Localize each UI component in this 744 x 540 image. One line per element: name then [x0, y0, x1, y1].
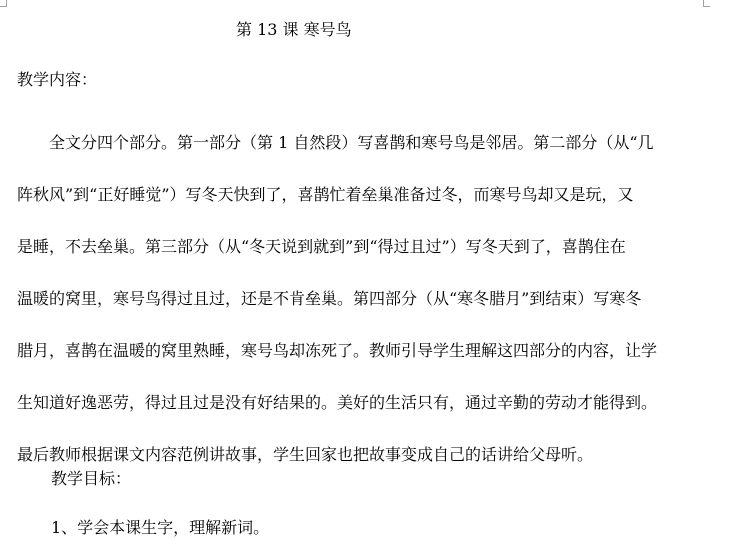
- paragraph-line: 腊月，喜鹊在温暖的窝里熟睡，寒号鸟却冻死了。教师引导学生理解这四部分的内容，让学: [17, 341, 658, 360]
- paragraph-line: 温暖的窝里，寒号鸟得过且过，还是不肯垒巢。第四部分（从“寒冬腊月”到结束）写寒冬: [17, 289, 642, 308]
- lesson-title: 第 13 课 寒号鸟: [236, 20, 352, 39]
- paragraph-line: 全文分四个部分。第一部分（第 1 自然段）写喜鹊和寒号鸟是邻居。第二部分（从“几: [17, 133, 654, 152]
- paragraph-line: 是睡，不去垒巢。第三部分（从“冬天说到就到”到“得过且过”）写冬天到了，喜鹊住在: [17, 237, 626, 256]
- teaching-goals-label: 教学目标：: [51, 469, 132, 488]
- paragraph-line: 最后教师根据课文内容范例讲故事，学生回家也把故事变成自己的话讲给父母听。: [17, 445, 594, 464]
- goal-item-partial: 1、学会本课生字，理解新词。: [51, 518, 270, 537]
- paragraph-line: 阵秋风”到“正好睡觉”）写冬天快到了，喜鹊忙着垒巢准备过冬，而寒号鸟却又是玩，又: [17, 185, 634, 204]
- page-corner-mark-right: [703, 0, 710, 7]
- paragraph-line: 生知道好逸恶劳，得过且过是没有好结果的。美好的生活只有，通过辛勤的劳动才能得到。: [17, 393, 658, 412]
- content-paragraph: [17, 117, 697, 481]
- page-corner-mark-left: [0, 0, 7, 7]
- teaching-content-label: 教学内容：: [17, 70, 98, 89]
